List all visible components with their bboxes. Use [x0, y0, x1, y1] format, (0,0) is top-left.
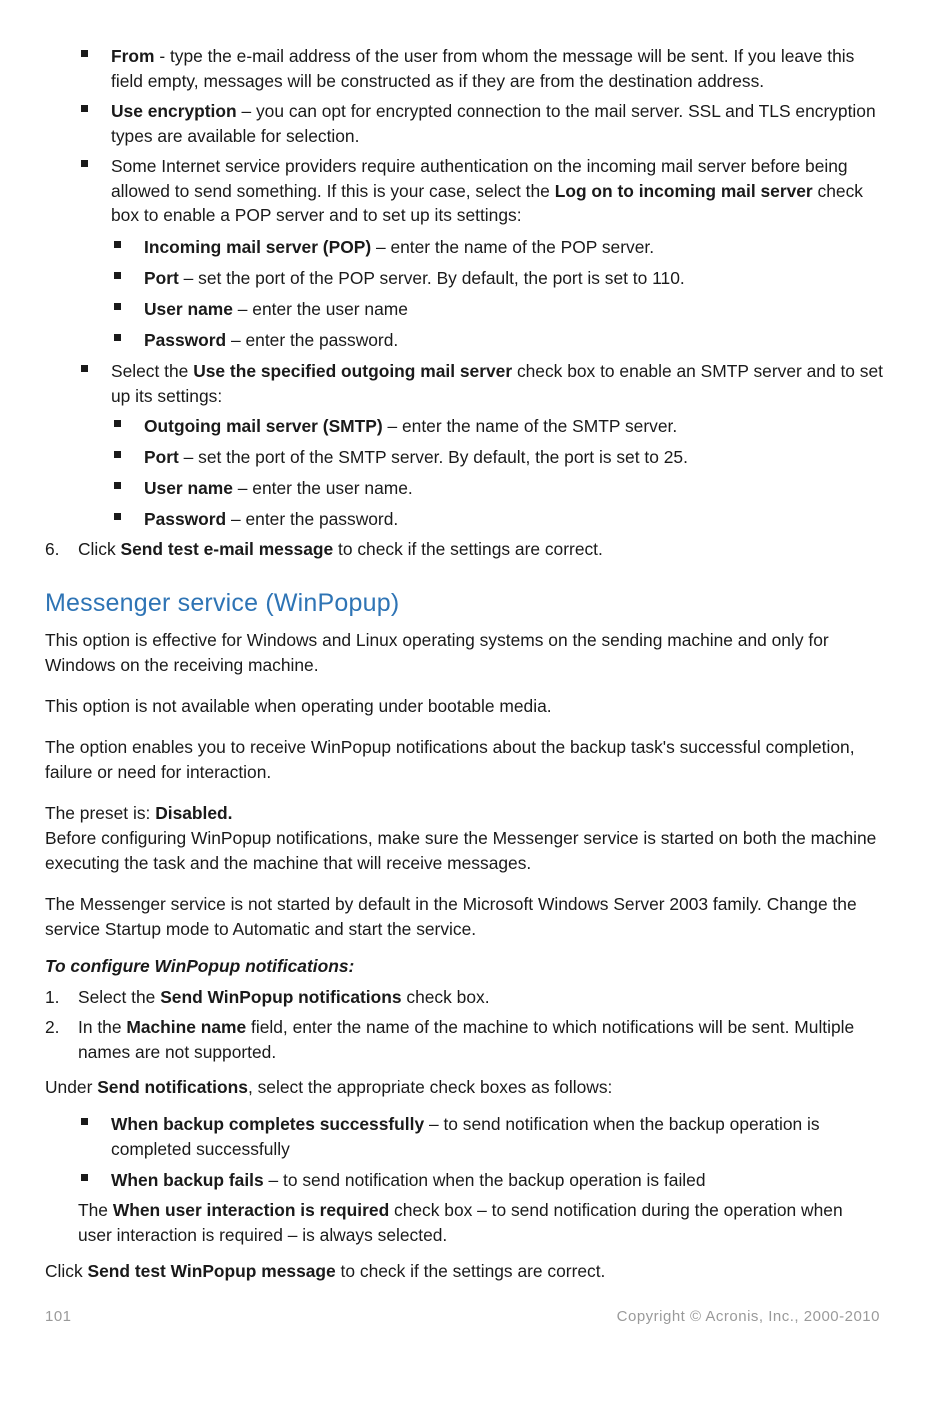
- list-item-smtp-intro: Select the Use the specified outgoing mail server check box to enable an SMTP server and to set up its settings:: [111, 361, 883, 406]
- bullet-square: [81, 365, 88, 372]
- bullet-square: [81, 1174, 88, 1181]
- paragraph: This option is effective for Windows and Linux operating systems on the sending machine and only for Windows on the receiving machine.: [45, 630, 829, 675]
- bullet-square: [114, 482, 121, 489]
- paragraph: Under Send notifications, select the appropriate check boxes as follows:: [45, 1077, 613, 1097]
- paragraph: Before configuring WinPopup notifications, make sure the Messenger service is started on both the machine executing the task and the machine that will receive messages.: [45, 828, 877, 873]
- step-6-text: Click Send test e-mail message to check if the settings are correct.: [78, 539, 603, 559]
- step-2-text: In the Machine name field, enter the name of the machine to which notifications will be sent. Multiple names are not supported.: [78, 1017, 855, 1062]
- step-number: 1.: [45, 987, 60, 1007]
- list-item-backup-fails: When backup fails – to send notification when the backup operation is failed: [111, 1170, 706, 1190]
- step-number: 2.: [45, 1017, 60, 1037]
- section-heading: Messenger service (WinPopup): [45, 589, 400, 617]
- paragraph-interaction: The When user interaction is required check box – to send notification during the operation when user interaction is required – is always selected.: [78, 1200, 843, 1245]
- paragraph: The Messenger service is not started by default in the Microsoft Windows Server 2003 family. Change the service Startup mode to Automatic and start the service.: [45, 894, 857, 939]
- bullet-square: [114, 303, 121, 310]
- list-item-smtp-password: Password – enter the password.: [144, 509, 399, 529]
- bullet-square: [114, 272, 121, 279]
- step-number: 6.: [45, 539, 60, 559]
- paragraph: This option is not available when operating under bootable media.: [45, 696, 552, 716]
- list-item-pop-server: Incoming mail server (POP) – enter the name of the POP server.: [144, 237, 655, 257]
- bullet-square: [81, 1118, 88, 1125]
- list-item-backup-success: When backup completes successfully – to send notification when the backup operation is completed successfully: [111, 1114, 820, 1159]
- step-1-text: Select the Send WinPopup notifications check box.: [78, 987, 490, 1007]
- list-item-from: From - type the e-mail address of the user from whom the message will be sent. If you leave this field empty, messages will be constructed as if they are from the destination address.: [111, 46, 855, 91]
- bullet-square: [114, 420, 121, 427]
- list-item-pop-username: User name – enter the user name: [144, 299, 408, 319]
- list-item-smtp-username: User name – enter the user name.: [144, 478, 413, 498]
- bullet-square: [114, 334, 121, 341]
- bullet-square: [114, 513, 121, 520]
- paragraph: The option enables you to receive WinPopup notifications about the backup task's successful completion, failure or need for interaction.: [45, 737, 855, 782]
- page-number: 101: [45, 1308, 72, 1325]
- bullet-square: [114, 451, 121, 458]
- bullet-square: [81, 50, 88, 57]
- copyright: Copyright © Acronis, Inc., 2000-2010: [616, 1308, 880, 1325]
- list-item-encryption: Use encryption – you can opt for encrypted connection to the mail server. SSL and TLS encryption types are available for selection.: [111, 101, 876, 146]
- procedure-heading: To configure WinPopup notifications:: [45, 956, 355, 976]
- paragraph-final: Click Send test WinPopup message to check if the settings are correct.: [45, 1261, 606, 1281]
- list-item-pop-port: Port – set the port of the POP server. By default, the port is set to 110.: [144, 268, 685, 288]
- list-item-pop-intro: Some Internet service providers require authentication on the incoming mail server before being allowed to send something. If this is your case, select the Log on to incoming mail server check box to enable a POP server and to set up its settings:: [111, 156, 863, 225]
- list-item-smtp-server: Outgoing mail server (SMTP) – enter the name of the SMTP server.: [144, 416, 678, 436]
- list-item-pop-password: Password – enter the password.: [144, 330, 399, 350]
- bullet-square: [81, 160, 88, 167]
- bullet-square: [114, 241, 121, 248]
- list-item-smtp-port: Port – set the port of the SMTP server. By default, the port is set to 25.: [144, 447, 688, 467]
- bullet-square: [81, 105, 88, 112]
- preset-line: The preset is: Disabled.: [45, 803, 233, 823]
